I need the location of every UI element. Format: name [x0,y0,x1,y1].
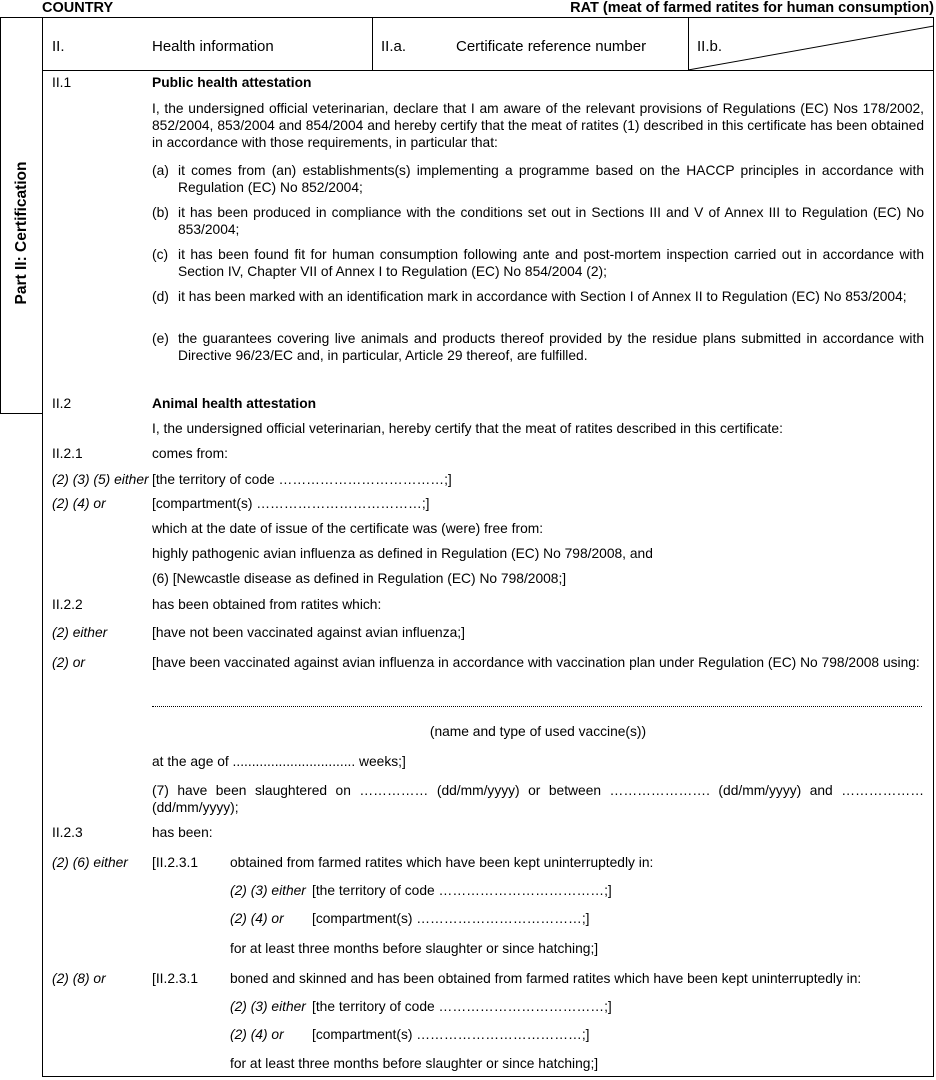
row-number: II.2.2 [52,597,83,612]
item-text: it comes from (an) establishments(s) implementing a programme based on the HACCP principles in accordance with Regulation (EC) No 852/2004; [178,163,924,195]
item-text: it has been marked with an identification mark in accordance with Section I of Annex II to Regulation (EC) No 853/2004; [178,289,907,304]
row-text: comes from: [152,446,228,461]
side-panel [0,17,43,414]
section-number: II.1 [52,75,72,90]
row-number: II.2.1 [52,446,83,461]
header-section: II. [52,38,65,55]
country-label: COUNTRY [42,0,114,16]
item-marker: (e) [152,331,169,346]
side-label: Part II: Certification [13,161,30,305]
header-divider [372,17,373,70]
header-reference-number: Certificate reference number [456,38,647,55]
row-text: [compartment(s) ………………………………;] [312,1027,590,1042]
row-text: [compartment(s) ………………………………;] [152,496,430,511]
row-text: highly pathogenic avian influenza as defined in Regulation (EC) No 798/2008, and [152,546,653,561]
item-text: the guarantees covering live animals and products thereof provided by the residue plans submitted in accordance with Directive 96/23/EC and, in particular, Article 29 thereof, are fulfilled. [178,331,924,363]
row-text: (6) [Newcastle disease as defined in Regulation (EC) No 798/2008;] [152,571,567,586]
row-text: [the territory of code ………………………………;] [152,472,452,487]
row-text: at the age of ................................ weeks;] [152,754,406,769]
row-text: for at least three months before slaughter or since hatching;] [230,1056,599,1071]
section-intro: I, the undersigned official veterinarian, declare that I am aware of the relevant provisions of Regulations (EC) Nos 178/2002, 852/2004, 853/2004 and 854/2004 and hereby certify that the meat of ratites (1) described in this certificate has been obtained in accordance with those requirements, in particular that: [152,101,924,150]
row-text: [the territory of code ………………………………;] [312,883,612,898]
section-title: Animal health attestation [152,396,317,411]
row-number: (2) (3) either [230,999,306,1014]
row-number: II.2.3 [52,825,83,840]
row-text: which at the date of issue of the certificate was (were) free from: [152,521,544,536]
row-number: (2) (8) or [52,971,106,986]
row-text: [II.2.3.1 [152,855,199,870]
item-marker: (d) [152,289,169,304]
row-text: obtained from farmed ratites which have been kept uninterruptedly in: [230,855,654,870]
row-text: [the territory of code ………………………………;] [312,999,612,1014]
row-number: (2) (4) or [52,496,106,511]
header-diagonal-line [688,17,934,70]
item-text: it has been found fit for human consumption following ante and post-mortem inspection carried out in accordance with Section IV, Chapter VII of Annex I to Regulation (EC) No 854/2004 (2); [178,247,924,279]
item-text: it has been produced in compliance with the conditions set out in Sections III and V of Annex III to Regulation (EC) No 853/2004; [178,205,924,237]
row-text: [have not been vaccinated against avian influenza;] [152,625,465,640]
row-text: for at least three months before slaughter or since hatching;] [230,941,599,956]
row-text: [II.2.3.1 [152,971,199,986]
header-health-info: Health information [152,38,274,55]
header-section-b: II.b. [697,38,723,55]
section-intro: I, the undersigned official veterinarian, hereby certify that the meat of ratites described in this certificate: [152,421,783,436]
row-number: (2) (4) or [230,911,284,926]
item-marker: (a) [152,163,169,178]
section-title: Public health attestation [152,75,312,90]
certificate-title: RAT (meat of farmed ratites for human consumption) [570,0,934,16]
row-number: (2) (3) either [230,883,306,898]
vaccine-dotted-line [152,706,922,707]
item-marker: (b) [152,205,169,220]
row-text: has been: [152,825,213,840]
row-number: (2) (4) or [230,1027,284,1042]
header-section-a: II.a. [381,38,407,55]
row-text: [have been vaccinated against avian influenza in accordance with vaccination plan under Regulation (EC) No 798/2008 using: [152,655,920,670]
section-number: II.2 [52,396,72,411]
row-text: has been obtained from ratites which: [152,597,382,612]
row-number: (2) (6) either [52,855,128,870]
row-text: boned and skinned and has been obtained from farmed ratites which have been kept uninterruptedly in: [230,971,862,986]
row-number: (2) or [52,655,85,670]
item-marker: (c) [152,247,169,262]
row-text: [compartment(s) ………………………………;] [312,911,590,926]
row-number: (2) (3) (5) either [52,472,149,487]
row-text: (name and type of used vaccine(s)) [429,724,647,739]
row-number: (2) either [52,625,108,640]
row-text: (7) have been slaughtered on …………… (dd/mm/yyyy) or between …………………. (dd/mm/yyyy) and ……………… (dd/mm/yyyy); [152,783,924,815]
